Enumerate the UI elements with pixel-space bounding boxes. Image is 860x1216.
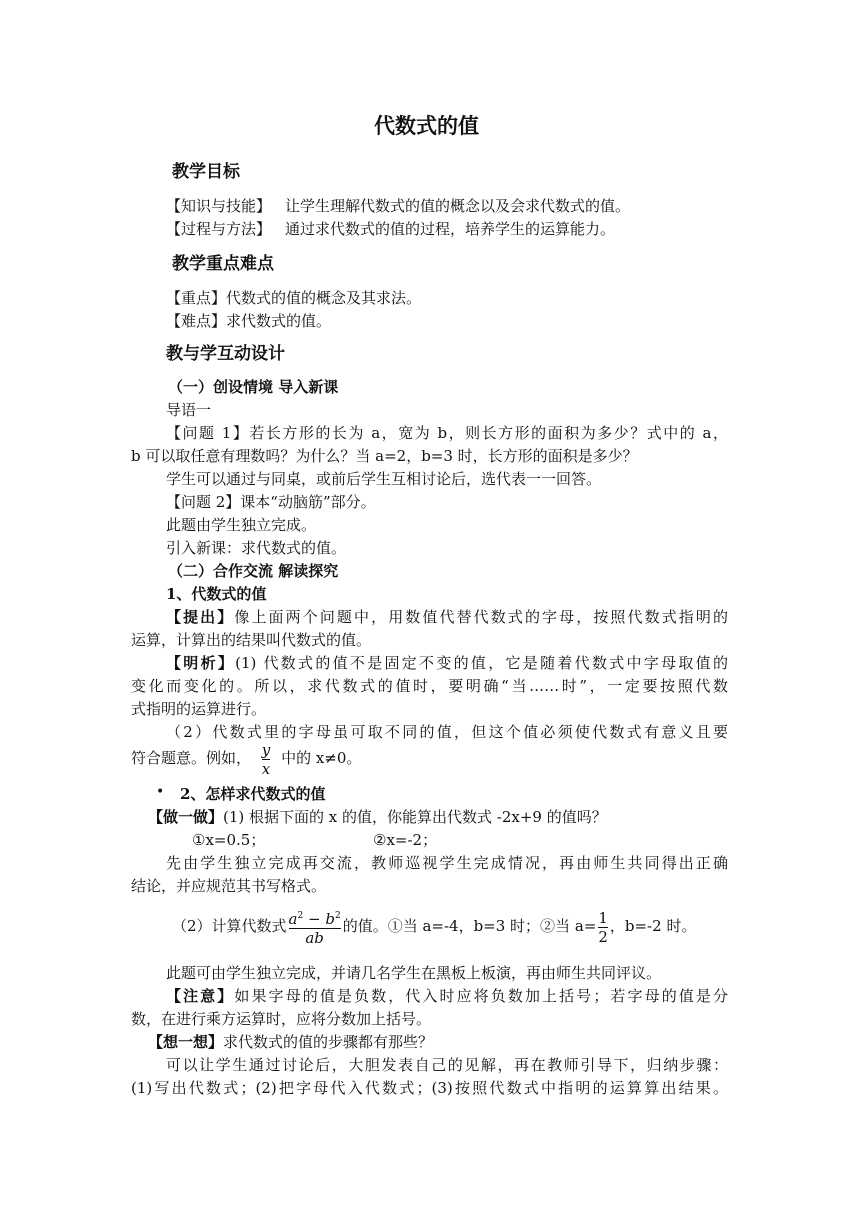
goal-process-text: 通过求代数式的值的过程，培养学生的运算能力。	[285, 220, 616, 238]
analysis2-line2	[131, 738, 361, 778]
calc-note: 此题可由学生独立完成，并请几名学生在黑板上板演，再由师生共同评议。	[166, 964, 662, 982]
calc-middle: 的值。①当 a=-4，b=3 时；②当 a=	[342, 917, 597, 935]
analysis-label: 【明析】	[166, 654, 236, 672]
key-point: 【重点】代数式的值的概念及其求法。	[166, 289, 422, 307]
calc-prefix: （2）计算代数式	[172, 917, 287, 935]
goal-knowledge-label: 【知识与技能】	[166, 197, 272, 215]
goal-knowledge-text: 让学生理解代数式的值的概念以及会求代数式的值。	[285, 197, 631, 215]
analysis-text: (1) 代数式的值不是固定不变的值，它是随着代数式中字母取值的	[235, 654, 728, 672]
goal-process	[166, 219, 615, 239]
fraction-a2-minus-b2-over-ab	[289, 907, 341, 947]
fraction-numerator: $a^2 - b^2$	[288, 910, 341, 928]
subsection2-heading: 2、怎样求代数式的值	[180, 785, 326, 803]
attention-label: 【注意】	[166, 987, 235, 1005]
discussion-note: 学生可以通过与同桌，或前后学生互相讨论后，选代表一一回答。	[166, 470, 602, 488]
difficult-point: 【难点】求代数式的值。	[166, 312, 332, 330]
think-it-text: 求代数式的值的步骤都有那些？	[223, 1033, 434, 1051]
analysis2-prefix: 符合题意。例如，	[131, 749, 252, 767]
analysis-line1	[166, 653, 728, 673]
fraction-y-over-x	[262, 741, 270, 778]
analysis2-line1: （2）代数式里的字母虽可取不同的值，但这个值必须使代数式有意义且要	[166, 723, 728, 741]
question2-note: 此题由学生独立完成。	[166, 516, 317, 534]
attention-line2: 数，在进行乘方运算时，应将分数加上括号。	[131, 1010, 432, 1028]
attention-text: 如果字母的值是负数，代入时应将负数加上括号；若字母的值是分	[234, 987, 728, 1005]
bullet-marker: •	[156, 784, 165, 800]
case-2: ②x=-2；	[373, 831, 438, 849]
intro-label: 导语一	[166, 401, 212, 419]
fraction-numerator: 1	[598, 908, 608, 927]
try-it-note-line2: 结论，并应规范其书写格式。	[131, 877, 327, 895]
analysis2-suffix: 中的 x≠0。	[281, 749, 362, 767]
new-lesson-intro: 引入新课：求代数式的值。	[166, 539, 347, 557]
attention-line1	[166, 986, 728, 1006]
part1-heading: （一）创设情境 导入新课	[168, 378, 339, 396]
try-it-text: (1) 根据下面的 x 的值，你能算出代数式 -2x+9 的值吗？	[223, 808, 607, 826]
fraction-denominator: 2	[598, 927, 608, 946]
try-it-note-line1: 先由学生独立完成再交流，教师巡视学生完成情况，再由师生共同得出正确	[166, 854, 728, 872]
goal-process-label: 【过程与方法】	[166, 220, 272, 238]
section-heading-goals: 教学目标	[172, 162, 240, 182]
case-1: ①x=0.5；	[192, 831, 266, 849]
fraction-numerator: y	[261, 740, 271, 759]
section-heading-design: 教与学互动设计	[166, 344, 285, 364]
summary-line1: 可以让学生通过讨论后，大胆发表自己的见解，再在教师引导下，归纳步骤：	[166, 1056, 728, 1074]
analysis-line3: 式指明的运算进行。	[131, 700, 267, 718]
definition-line1	[166, 607, 728, 627]
analysis-line2: 变化而变化的。所以，求代数式的值时，要明确“当……时”，一定要按照代数	[131, 677, 728, 695]
section-heading-key-points: 教学重点难点	[172, 254, 274, 274]
try-it-label: 【做一做】	[148, 808, 224, 826]
question2: 【问题 2】课本“动脑筋”部分。	[166, 493, 376, 511]
definition-line2: 运算，计算出的结果叫代数式的值。	[131, 631, 372, 649]
calc-task	[172, 906, 696, 947]
summary-line2: (1)写出代数式；(2)把字母代入代数式；(3)按照代数式中指明的运算算出结果。	[131, 1079, 728, 1097]
fraction-denominator: x	[261, 759, 271, 778]
think-it	[148, 1032, 433, 1052]
calc-suffix: ，b=-2 时。	[609, 917, 697, 935]
definition-label: 【提出】	[166, 608, 235, 626]
think-it-label: 【想一想】	[148, 1033, 224, 1051]
goal-knowledge	[166, 196, 630, 216]
page-title: 代数式的值	[374, 113, 479, 138]
fraction-one-half	[598, 909, 608, 946]
definition-text: 像上面两个问题中，用数值代替代数式的字母，按照代数式指明的	[234, 608, 728, 626]
question1-line1: 【问题 1】若长方形的长为 a，宽为 b，则长方形的面积为多少？式中的 a，	[166, 424, 728, 442]
fraction-denominator: ab	[289, 928, 341, 947]
try-it	[148, 807, 607, 827]
question1-line2: b 可以取任意有理数吗？为什么？当 a=2，b=3 时，长方形的面积是多少？	[131, 447, 638, 465]
part2-heading: （二）合作交流 解读探究	[168, 562, 339, 580]
subsection1-heading: 1、代数式的值	[166, 585, 267, 603]
